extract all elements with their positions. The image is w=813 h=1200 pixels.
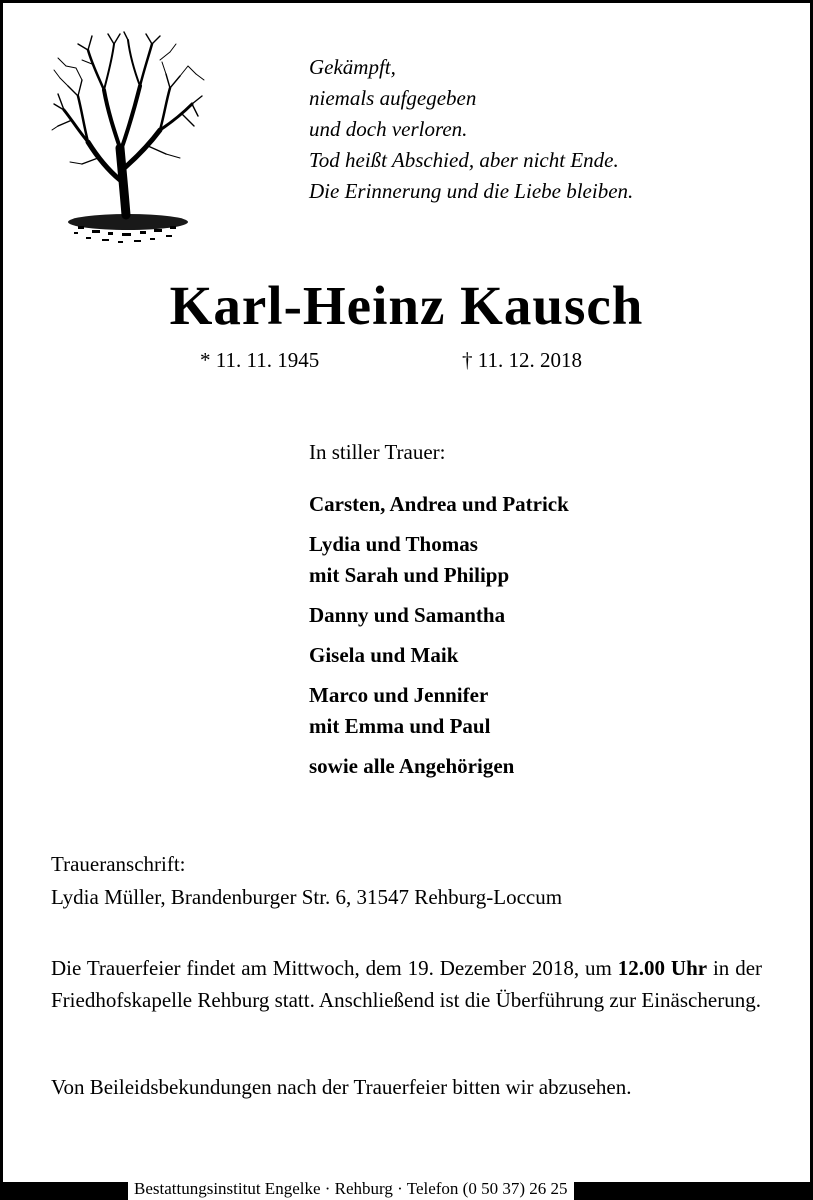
family-entry	[309, 600, 789, 631]
family-line: Marco und Jennifer	[309, 683, 489, 707]
death-date: † 11. 12. 2018	[462, 348, 582, 372]
ceremony-time: 12.00 Uhr	[617, 956, 708, 980]
family-entry	[309, 751, 789, 782]
address-text: Lydia Müller, Brandenburger Str. 6, 31547 Rehburg-Loccum	[51, 885, 563, 909]
ceremony-text-before: Die Trauerfeier findet am Mittwoch, dem 19. Dezember 2018, um	[51, 956, 618, 980]
poem-line: Gekämpft,	[309, 55, 396, 79]
poem-line: Die Erinnerung und die Liebe bleiben.	[309, 179, 634, 203]
family-entry	[309, 640, 789, 671]
family-line: mit Sarah und Philipp	[309, 563, 510, 587]
mourners-block	[309, 440, 789, 791]
ceremony-text-after: in der Friedhofskapelle Rehburg statt. Anschließend ist die Überführung zur Einäscherung.	[51, 956, 763, 1012]
condolence-paragraph: Von Beileidsbekundungen nach der Trauerfeier bitten wir abzusehen.	[51, 1075, 632, 1099]
poem-line: und doch verloren.	[309, 117, 468, 141]
family-entry	[309, 529, 789, 591]
deceased-name: Karl-Heinz Kausch	[169, 275, 644, 336]
family-line: Danny und Samantha	[309, 603, 506, 627]
ceremony-paragraph	[51, 952, 762, 1016]
family-line: mit Emma und Paul	[309, 714, 491, 738]
poem-line: niemals aufgegeben	[309, 86, 477, 110]
family-entry	[309, 489, 789, 520]
mourners-intro: In stiller Trauer:	[309, 440, 446, 464]
family-line: Carsten, Andrea und Patrick	[309, 492, 569, 516]
poem	[309, 52, 779, 207]
family-line: sowie alle Angehörigen	[309, 754, 515, 778]
family-line: Gisela und Maik	[309, 643, 459, 667]
family-line: Lydia und Thomas	[309, 532, 478, 556]
address-label: Traueranschrift:	[51, 852, 186, 876]
footer-text: Bestattungsinstitut Engelke · Rehburg · Telefon (0 50 37) 26 25	[128, 1178, 574, 1200]
poem-line: Tod heißt Abschied, aber nicht Ende.	[309, 148, 619, 172]
birth-date: * 11. 11. 1945	[200, 348, 320, 372]
mourning-address	[51, 848, 771, 914]
family-entry	[309, 680, 789, 742]
tree-icon	[48, 30, 208, 248]
